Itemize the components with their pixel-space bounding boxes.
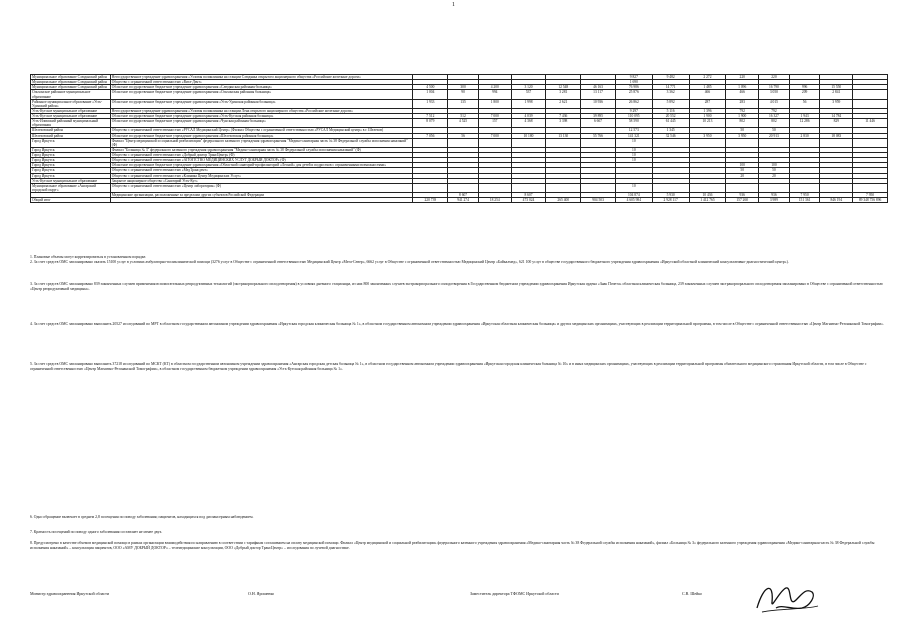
cell-value: 100 bbox=[726, 163, 759, 168]
cell-organization: Общество с ограниченной ответственностью «АГЕНТСТВО МЕДИЦИНСКИХ УСЛУГ ДОБРЫЙ ДОКТОР» (Ф) bbox=[110, 158, 413, 163]
cell-value: 300 bbox=[448, 85, 479, 90]
cell-region: Усть-Кутское муниципальное образование bbox=[31, 114, 111, 119]
cell-value: 1 396 bbox=[689, 108, 726, 113]
cell-value: 512 bbox=[448, 114, 479, 119]
handwritten-signature bbox=[752, 578, 822, 618]
cell-value: 466 bbox=[726, 90, 759, 99]
cell-value: 10 436 bbox=[689, 193, 726, 198]
cell-value bbox=[511, 138, 546, 147]
cell-region: Муниципальное образование Слюдянский район bbox=[31, 75, 111, 80]
cell-value: 141 321 bbox=[615, 133, 652, 138]
notes-block-4 bbox=[30, 362, 888, 371]
signature-right-title: Заместитель директора ТФОМС Иркутской области bbox=[470, 591, 559, 596]
cell-value: 90 bbox=[448, 90, 479, 99]
cell-value: 10 180 bbox=[511, 133, 546, 138]
cell-value: 32 546 bbox=[652, 133, 689, 138]
cell-region: Усть-Илимский районный муниципальный образования bbox=[31, 119, 111, 128]
cell-organization: Общество с ограниченной ответственностью «Клиника Центр Медицинских Услуг» bbox=[110, 173, 413, 178]
cell-value bbox=[652, 138, 689, 147]
cell-value: 14 771 bbox=[652, 85, 689, 90]
cell-value: 50 bbox=[759, 128, 790, 133]
cell-value: 9 482 bbox=[652, 75, 689, 80]
cell-organization: Общество с ограниченной ответственностью «Центр лаборатория» (Ф) bbox=[110, 183, 413, 192]
cell-value: 89 348 756 896 bbox=[853, 198, 888, 203]
cell-value: 1 096 bbox=[726, 85, 759, 90]
cell-region: Районное муниципальное образование «Усть-Удинский район» bbox=[31, 99, 111, 108]
cell-value: 4 039 bbox=[511, 114, 546, 119]
cell-value: 1 800 bbox=[478, 99, 511, 108]
cell-region: Шелеховский район bbox=[31, 133, 111, 138]
cell-value: 39 895 bbox=[581, 114, 616, 119]
cell-value: 792 bbox=[759, 108, 790, 113]
cell-region: Общий итог bbox=[31, 198, 111, 203]
cell-value: 2 272 bbox=[689, 75, 726, 80]
cell-value: 50 bbox=[759, 168, 790, 173]
cell-value: 220 739 bbox=[413, 198, 448, 203]
cell-value: 4 200 bbox=[478, 85, 511, 90]
table-row bbox=[31, 198, 888, 203]
cell-region: Ольхонское районное муниципальное образование bbox=[31, 90, 111, 99]
cell-value: 46 163 bbox=[581, 85, 616, 90]
cell-value: 157 bbox=[478, 119, 511, 128]
cell-value: 1 900 bbox=[726, 114, 759, 119]
cell-value: 936 bbox=[759, 193, 790, 198]
cell-value bbox=[689, 138, 726, 147]
cell-value bbox=[820, 183, 853, 192]
table-row bbox=[31, 119, 888, 128]
cell-value: 1 412 765 bbox=[689, 198, 726, 203]
cell-value bbox=[413, 183, 448, 192]
cell-value: 15 550 bbox=[820, 85, 853, 90]
cell-value: 10 bbox=[615, 183, 652, 192]
cell-value: 50 bbox=[726, 128, 759, 133]
cell-value: 26 862 bbox=[615, 99, 652, 108]
cell-value: 1 345 bbox=[652, 128, 689, 133]
cell-organization: Медицинские организации, расположенные за пределами других субъектов Российской Федерации bbox=[110, 193, 413, 198]
cell-value: 20 bbox=[759, 173, 790, 178]
cell-value: 2 830 bbox=[789, 133, 820, 138]
cell-region: Город Иркутск bbox=[31, 147, 111, 152]
cell-value: 14 784 bbox=[820, 114, 853, 119]
cell-value: 3 050 bbox=[759, 90, 790, 99]
cell-value bbox=[853, 183, 888, 192]
cell-value: 209 bbox=[789, 90, 820, 99]
cell-value: 846 194 bbox=[820, 198, 853, 203]
cell-value: 941 274 bbox=[448, 198, 479, 203]
cell-value bbox=[581, 138, 616, 147]
table-row bbox=[31, 183, 888, 192]
cell-value: 3 950 bbox=[689, 133, 726, 138]
cell-value: 7 000 bbox=[478, 133, 511, 138]
cell-value: 829 bbox=[820, 119, 853, 128]
cell-value: 1 900 bbox=[689, 114, 726, 119]
cell-value: 104 874 bbox=[615, 193, 652, 198]
cell-value: 283 bbox=[726, 99, 759, 108]
cell-organization: Областное государственное бюджетное учреждение здравоохранения «Шелеховская районная больница» bbox=[110, 133, 413, 138]
cell-value: 3 362 bbox=[652, 90, 689, 99]
cell-value bbox=[689, 183, 726, 192]
cell-value: 157 260 bbox=[726, 198, 759, 203]
cell-value: 2 621 bbox=[546, 99, 581, 108]
note-7: 7. Кратность посещений по поводу одного заболевания составляет не менее двух. bbox=[30, 530, 163, 534]
cell-value: 3 120 bbox=[511, 85, 546, 90]
table-row bbox=[31, 138, 888, 147]
cell-value: 13 130 bbox=[546, 133, 581, 138]
cell-region: Город Иркутск bbox=[31, 163, 111, 168]
cell-value bbox=[853, 99, 888, 108]
note-1: 1. Плановые объемы могут корректироваться в установленном порядке. bbox=[30, 255, 147, 259]
cell-value: 1 004 bbox=[413, 90, 448, 99]
cell-value: 7 056 bbox=[413, 133, 448, 138]
cell-value bbox=[478, 138, 511, 147]
cell-value: 20 913 bbox=[759, 133, 790, 138]
cell-value: 76 986 bbox=[615, 85, 652, 90]
cell-value: 1 485 bbox=[689, 85, 726, 90]
cell-value: 10 bbox=[615, 153, 652, 158]
cell-organization: Областное государственное бюджетное учреждение здравоохранения «Областной санаторий-профилакторий «Лесной» для детей и подростков с ограниченными возможностями» bbox=[110, 163, 413, 168]
cell-value bbox=[478, 183, 511, 192]
cell-region: Город Иркутск bbox=[31, 168, 111, 173]
cell-value: 50 bbox=[726, 168, 759, 173]
note-5: 5. За счет средств ОМС запланировано выполнить 37218 исследований по МСКТ (КТ) в областном государственном автономном учреждении здравоохранения «Ангарская городская детская больница № 1», в областном государственном автономном учреждении здравоохранения «Иркутская городская клиническая больница № 10» и в иных медицинских организациях, участвующих в реализации территориальной программы обязательного медицинского страхования Иркутской области, в том числе в Обществе с ограниченной ответственностью «Центр Магнитно-Резонансной Томографии», в областном государственном бюджетном учреждении здравоохранения «Усть-Кутская районная больница № 1». bbox=[30, 362, 867, 371]
cell-value: 61 445 bbox=[652, 119, 689, 128]
cell-value: 3 989 bbox=[759, 198, 790, 203]
cell-value: 473 024 bbox=[511, 198, 546, 203]
cell-value: 4 605 984 bbox=[615, 198, 652, 203]
note-6: 6. Одно обращение включает в среднем 2,8 посещения по поводу заболевания; пациентов, находящихся под диспансерным наблюдением. bbox=[30, 515, 254, 519]
cell-value: 994 bbox=[478, 90, 511, 99]
cell-value bbox=[820, 138, 853, 147]
cell-value: 1 690 bbox=[615, 80, 652, 85]
cell-value: 8 079 bbox=[413, 119, 448, 128]
cell-value: 151 361 bbox=[789, 198, 820, 203]
cell-value bbox=[652, 183, 689, 192]
cell-region: Город Иркутск bbox=[31, 173, 111, 178]
notes-block-7 bbox=[30, 541, 888, 550]
cell-region: Муниципальное образование Слюдянский район bbox=[31, 85, 111, 90]
notes-block-2 bbox=[30, 282, 888, 291]
table-row bbox=[31, 90, 888, 99]
cell-value: 10 bbox=[615, 138, 652, 147]
cell-value: 25 876 bbox=[615, 90, 652, 99]
cell-value: 20 552 bbox=[652, 114, 689, 119]
cell-value: 265 400 bbox=[546, 198, 581, 203]
cell-value: 537 bbox=[511, 90, 546, 99]
signature-left-title: Министр здравоохранения Иркутской области bbox=[30, 591, 110, 596]
cell-value: 287 bbox=[689, 99, 726, 108]
cell-organization: Общество с ограниченной ответственностью «Вита-Дент» bbox=[110, 80, 413, 85]
cell-value: 8 607 bbox=[511, 193, 546, 198]
cell-value: 9 297 bbox=[615, 108, 652, 113]
cell-value: 12 573 bbox=[615, 128, 652, 133]
notes-block-3 bbox=[30, 322, 888, 327]
cell-value: 7 000 bbox=[478, 114, 511, 119]
cell-value: 5 892 bbox=[652, 99, 689, 108]
cell-value: 18 254 bbox=[478, 198, 511, 203]
cell-region: Муниципальное образование Слюдянский район bbox=[31, 80, 111, 85]
cell-value: 220 bbox=[726, 75, 759, 80]
note-2: 2. За счет средств ОМС запланировано оказать 15100 услуг в условиях амбулаторно-поликлинической помощи (3276 услуг в Обществе с ограниченной ответственностью Медицинский Центр «Мега-Север», 6662 услуг в Обществе с ограниченной ответственностью Медицинский Центр «Байкалмед», 621 100 услуг в обществе государственного бюджетного учреждения здравоохранения «Иркутский областной клинический консультативно-диагностический центр»). bbox=[30, 259, 789, 264]
cell-value bbox=[546, 138, 581, 147]
cell-value bbox=[448, 183, 479, 192]
cell-value: 996 bbox=[789, 85, 820, 90]
cell-organization: Областное государственное бюджетное учреждение здравоохранения «Чунская районная больница» bbox=[110, 119, 413, 128]
cell-organization: Областное государственное бюджетное учреждение здравоохранения «Усть-Удинская районная больница» bbox=[110, 99, 413, 108]
cell-organization: Филиал "Больница № 3" федерального казенного учреждения здравоохранения "Медико-санитарная часть № 38 Федеральной службы исполнения наказаний" (Ф) bbox=[110, 147, 413, 152]
cell-value: 10 bbox=[615, 147, 652, 152]
cell-value: 220 bbox=[759, 75, 790, 80]
cell-value bbox=[581, 183, 616, 192]
cell-region: Шелеховский район bbox=[31, 128, 111, 133]
cell-value bbox=[853, 138, 888, 147]
cell-value: 8 607 bbox=[448, 193, 479, 198]
cell-value: 58 590 bbox=[615, 119, 652, 128]
cell-value: 10 936 bbox=[581, 99, 616, 108]
cell-value: 12 286 bbox=[789, 119, 820, 128]
cell-organization: Общество с ограниченной ответственностью «МедТрансдент» bbox=[110, 168, 413, 173]
cell-value: 56 bbox=[448, 133, 479, 138]
cell-value: 5 116 bbox=[652, 108, 689, 113]
cell-value: 4 368 bbox=[511, 119, 546, 128]
cell-value bbox=[853, 90, 888, 99]
cell-value: 16 327 bbox=[759, 114, 790, 119]
volumes-table bbox=[30, 74, 888, 203]
cell-organization: Закрытое акционерное общество «Санаторий Усть-Кут» bbox=[110, 178, 413, 183]
cell-value: 10 bbox=[615, 158, 652, 163]
cell-value bbox=[789, 183, 820, 192]
cell-value: 7 512 bbox=[413, 114, 448, 119]
cell-organization: Филиал "Центр медицинской и социальной реабилитации" федерального казенного учреждения здравоохранения "Медико-санитарная часть № 38 Федеральной службы исполнения наказаний" (Ф) bbox=[110, 138, 413, 147]
cell-value bbox=[759, 183, 790, 192]
cell-value bbox=[413, 138, 448, 147]
cell-value: 10 213 bbox=[689, 119, 726, 128]
cell-organization: Областное государственное бюджетное учреждение здравоохранения «Слюдянская районная больница» bbox=[110, 85, 413, 90]
cell-value: 9 827 bbox=[615, 75, 652, 80]
cell-value bbox=[789, 138, 820, 147]
notes-block-5 bbox=[30, 515, 888, 520]
cell-region: Город Иркутск bbox=[31, 158, 111, 163]
cell-value: 1 943 bbox=[789, 114, 820, 119]
cell-value bbox=[546, 183, 581, 192]
cell-value: 18 083 bbox=[820, 133, 853, 138]
signature-right-name: С.В. Шейко bbox=[682, 591, 703, 596]
cell-value: 7 950 bbox=[853, 193, 888, 198]
cell-value: 904 503 bbox=[581, 198, 616, 203]
cell-value: 792 bbox=[726, 108, 759, 113]
cell-region: Муниципальное образование «Ангарский городской округ» bbox=[31, 183, 111, 192]
note-8: 8. Предусмотрено в качестве объемов медицинской помощи в рамках организации взаимодействия по направлению в соответствии с тарифным соглашением на оплату медицинской помощи. Филиал «Центр медицинской и социальной реабилитации» федерального казенного учреждения здравоохранения «Медико-санитарная часть № 38 Федеральной службы исполнения наказаний», филиал «Больница № 3» федерального казенного учреждения здравоохранения «Медико-санитарная часть № 38 Федеральной службы исполнения наказаний» – консультация пациентов, ООО «АМУ ДОБРЫЙ ДОКТОР» – телемедицинские консультации, ООО «Добрый доктор ТрансЦентр» – исследования по лучевой диагностике. bbox=[30, 541, 875, 550]
cell-value: 4 015 bbox=[759, 99, 790, 108]
cell-value: 56 bbox=[789, 99, 820, 108]
cell-value: 20 bbox=[726, 173, 759, 178]
cell-value: 1 933 bbox=[413, 99, 448, 108]
cell-value: 16 790 bbox=[759, 85, 790, 90]
page-marker: 1 bbox=[452, 2, 455, 8]
cell-value: 13 117 bbox=[581, 90, 616, 99]
cell-value: 5 930 bbox=[652, 193, 689, 198]
notes-block-6 bbox=[30, 530, 888, 535]
note-3: 3. За счет средств ОМС запланировано 839 законченных случаев применения вспомогательных репродуктивных технологий (экстракорпорального оплодотворения) в условиях дневного стационара, из них 800 законченных случаев экстракорпорального оплодотворения в Государственном бюджетном учреждении здравоохранения Иркутская ордена «Знак Почета» областная клиническая больница, 239 законченных случаев экстракорпорального оплодотворения запланировано в Обществе с ограниченной ответственностью «Центр репродуктивной медицины». bbox=[30, 282, 883, 291]
cell-organization: Областное государственное бюджетное учреждение здравоохранения «Усть-Кутская районная больница» bbox=[110, 114, 413, 119]
cell-organization: Общество с ограниченной ответственностью «Добрый доктор ТрансЦентр» (Ф) bbox=[110, 153, 413, 158]
cell-value: 802 bbox=[759, 119, 790, 128]
cell-value: 55 766 bbox=[581, 133, 616, 138]
cell-value bbox=[511, 183, 546, 192]
cell-region: Усть-Кутское муниципальное образование bbox=[31, 108, 111, 113]
cell-value: 6 667 bbox=[581, 119, 616, 128]
cell-value: 4 525 bbox=[448, 119, 479, 128]
notes-block-1 bbox=[30, 255, 888, 264]
cell-value: 135 bbox=[448, 99, 479, 108]
cell-organization: Общество с ограниченной ответственностью «РУСАЛ Медицинский Центр» (Филиал Общества с ограниченной ответственностью «РУСАЛ Медицинский центр» в г. Шелехов) bbox=[110, 128, 413, 133]
cell-organization bbox=[110, 198, 413, 203]
cell-value: 2 928 117 bbox=[652, 198, 689, 203]
cell-value: 3 950 bbox=[726, 133, 759, 138]
cell-value: 3 281 bbox=[546, 90, 581, 99]
cell-value: 7 950 bbox=[789, 193, 820, 198]
cell-value: 802 bbox=[726, 119, 759, 128]
note-4: 4. За счет средств ОМС запланировано выполнить 20527 исследований по МРТ в областном государственном автономном учреждении здравоохранения «Иркутская городская клиническая больница № 1», в областном государственном автономном учреждении здравоохранения «Иркутская областная клиническая больница» и других медицинских организациях, участвующих в реализации территориальной программы, в том числе в Обществе с ограниченной ответственностью «Центр Магнитно-Резонансной Томографии». bbox=[30, 322, 884, 326]
cell-value bbox=[448, 138, 479, 147]
cell-value bbox=[759, 138, 790, 147]
cell-value: 4 500 bbox=[413, 85, 448, 90]
table-row bbox=[31, 99, 888, 108]
cell-value: 1 998 bbox=[511, 99, 546, 108]
signature-left-name: О.Н. Ярошенко bbox=[248, 591, 275, 596]
cell-value: 7 436 bbox=[546, 114, 581, 119]
cell-value: 3 959 bbox=[820, 99, 853, 108]
cell-organization: Областное государственное бюджетное учреждение здравоохранения «Ольхонская районная больница» bbox=[110, 90, 413, 99]
cell-value: 2 841 bbox=[820, 90, 853, 99]
cell-organization: Негосударственное учреждение здравоохранения «Узловая поликлиника на станции Лена открытого акционерного общества «Российские железные дороги» bbox=[110, 108, 413, 113]
cell-value: 100 bbox=[759, 163, 790, 168]
cell-value: 466 bbox=[689, 90, 726, 99]
cell-region: Город Иркутск bbox=[31, 138, 111, 147]
cell-value: 110 095 bbox=[615, 114, 652, 119]
cell-value bbox=[726, 183, 759, 192]
cell-region: Усть-Кутское муниципальное образование bbox=[31, 178, 111, 183]
cell-value: 3 398 bbox=[546, 119, 581, 128]
cell-value: 12 548 bbox=[546, 85, 581, 90]
cell-region: Город Иркутск bbox=[31, 153, 111, 158]
cell-organization: Негосударственное учреждение здравоохранения «Узловая поликлиника на станции Слюдянка открытого акционерного общества «Российские железные дороги» bbox=[110, 75, 413, 80]
cell-value: 11 446 bbox=[853, 119, 888, 128]
cell-value: 936 bbox=[726, 193, 759, 198]
cell-value bbox=[726, 138, 759, 147]
